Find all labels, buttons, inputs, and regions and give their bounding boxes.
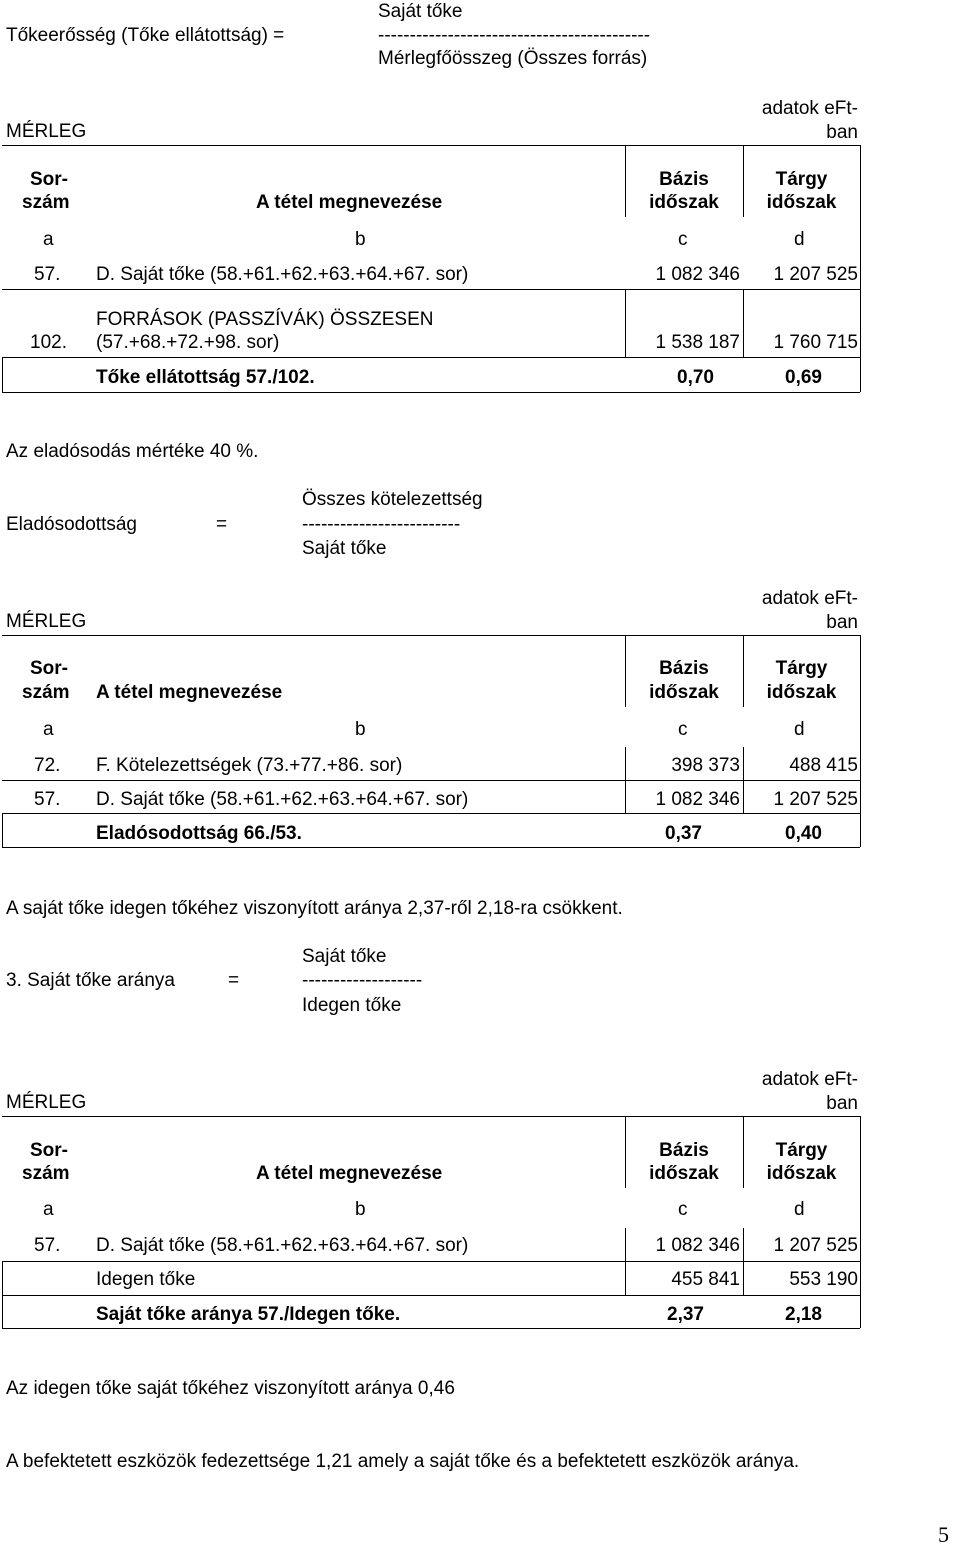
table1-col-base-1: Bázis bbox=[659, 169, 709, 190]
table2-result-base: 0,37 bbox=[665, 823, 702, 844]
table3-row2-base: 455 841 bbox=[671, 1269, 740, 1290]
table1-col-target-2: időszak bbox=[766, 192, 837, 213]
table3-unit-line1: adatok eFt- bbox=[761, 1069, 858, 1090]
formula2-eq: = bbox=[216, 514, 228, 535]
table3-title: MÉRLEG bbox=[6, 1092, 87, 1113]
table3-row1-base: 1 082 346 bbox=[655, 1235, 740, 1256]
text-equity-ratio-change: A saját tőke idegen tőkéhez viszonyított aránya 2,37-ről 2,18-ra csökkent. bbox=[6, 898, 623, 919]
table1-row1-base: 1 082 346 bbox=[655, 264, 740, 285]
table2-row1-num: 72. bbox=[34, 755, 61, 776]
formula1-denominator: Mérlegfőösszeg (Összes forrás) bbox=[378, 48, 648, 69]
text-fixed-asset-coverage: A befektetett eszközök fedezettsége 1,21 amely a saját tőke és a befektetett eszközök aránya. bbox=[6, 1451, 800, 1472]
table1-col-base-2: időszak bbox=[649, 192, 719, 213]
table1-row2-name-2: (57.+68.+72.+98. sor) bbox=[96, 332, 280, 353]
table1-result-name: Tőke ellátottság 57./102. bbox=[96, 367, 315, 388]
table1-title: MÉRLEG bbox=[6, 121, 87, 142]
table3-result-base: 2,37 bbox=[667, 1304, 704, 1325]
table3-letter-d: d bbox=[794, 1199, 805, 1220]
table2-row1-base: 398 373 bbox=[671, 755, 740, 776]
table3-col-base-2: időszak bbox=[649, 1163, 719, 1184]
formula2-label: Eladósodottság bbox=[6, 514, 137, 535]
formula3-eq: = bbox=[228, 970, 240, 991]
table1-letter-b: b bbox=[355, 229, 366, 250]
table2-result-target: 0,40 bbox=[785, 823, 822, 844]
table3-col-base-1: Bázis bbox=[659, 1140, 709, 1161]
table2-letter-d: d bbox=[794, 719, 805, 740]
table3-col-target-2: időszak bbox=[766, 1163, 837, 1184]
table2-col-sorszam-1: Sor- bbox=[30, 658, 68, 679]
table1-row1-name: D. Saját tőke (58.+61.+62.+63.+64.+67. sor) bbox=[96, 264, 469, 285]
table2-col-base-1: Bázis bbox=[659, 658, 709, 679]
table3-letter-b: b bbox=[355, 1199, 366, 1220]
text-foreign-capital-ratio: Az idegen tőke saját tőkéhez viszonyított aránya 0,46 bbox=[6, 1378, 455, 1399]
table1-unit-line1: adatok eFt- bbox=[761, 98, 858, 119]
table3-unit-line2: ban bbox=[826, 1093, 858, 1114]
table3-row1-name: D. Saját tőke (58.+61.+62.+63.+64.+67. sor) bbox=[96, 1235, 469, 1256]
table1-letter-d: d bbox=[794, 229, 805, 250]
table1-letter-c: c bbox=[678, 229, 688, 250]
table2-row1-name: F. Kötelezettségek (73.+77.+86. sor) bbox=[96, 755, 403, 776]
table1-row2-name-1: FORRÁSOK (PASSZÍVÁK) ÖSSZESEN bbox=[96, 309, 434, 330]
table1-result-base: 0,70 bbox=[677, 367, 714, 388]
table1-unit-line2: ban bbox=[826, 122, 858, 143]
table3-row2-target: 553 190 bbox=[789, 1269, 858, 1290]
table2-row2-base: 1 082 346 bbox=[655, 789, 740, 810]
table2-col-target-2: időszak bbox=[766, 682, 837, 703]
table2-letter-c: c bbox=[678, 719, 688, 740]
table2-col-base-2: időszak bbox=[649, 682, 719, 703]
table2-col-sorszam-2: szám bbox=[22, 682, 70, 703]
table2-row2-target: 1 207 525 bbox=[773, 789, 858, 810]
table1-row2-num: 102. bbox=[30, 332, 67, 353]
table2-row1-target: 488 415 bbox=[789, 755, 858, 776]
table1-row2-base: 1 538 187 bbox=[655, 332, 740, 353]
table2-result-name: Eladósodottság 66./53. bbox=[96, 823, 302, 844]
formula3-numerator: Saját tőke bbox=[302, 946, 387, 967]
formula3-label: 3. Saját tőke aránya bbox=[6, 970, 175, 991]
table3-col-sorszam-1: Sor- bbox=[30, 1140, 68, 1161]
table1-row1-target: 1 207 525 bbox=[773, 264, 858, 285]
table1-col-sorszam-1: Sor- bbox=[30, 169, 68, 190]
table2-letter-b: b bbox=[355, 719, 366, 740]
table3-result-target: 2,18 bbox=[785, 1304, 822, 1325]
formula1-numerator: Saját tőke bbox=[378, 1, 463, 22]
formula3-denominator: Idegen tőke bbox=[302, 995, 402, 1016]
table2-row2-name: D. Saját tőke (58.+61.+62.+63.+64.+67. sor) bbox=[96, 789, 469, 810]
text-indebtedness-level: Az eladósodás mértéke 40 %. bbox=[6, 441, 259, 462]
table2-title: MÉRLEG bbox=[6, 611, 87, 632]
table2-letter-a: a bbox=[43, 719, 54, 740]
table1-row2-target: 1 760 715 bbox=[773, 332, 858, 353]
formula1-label: Tőkeerősség (Tőke ellátottság) = bbox=[6, 25, 285, 46]
formula2-denominator: Saját tőke bbox=[302, 538, 387, 559]
table2-unit-line1: adatok eFt- bbox=[761, 588, 858, 609]
table3-col-sorszam-2: szám bbox=[22, 1163, 70, 1184]
table3-letter-a: a bbox=[43, 1199, 54, 1220]
formula3-dashes: ------------------- bbox=[302, 970, 423, 991]
table2-unit-line2: ban bbox=[826, 612, 858, 633]
table1-col-sorszam-2: szám bbox=[22, 192, 70, 213]
formula2-numerator: Összes kötelezettség bbox=[302, 489, 483, 510]
formula1-dashes: ------------------------------------------- bbox=[378, 25, 651, 46]
table2-col-target-1: Tárgy bbox=[775, 658, 828, 679]
table2-col-name: A tétel megnevezése bbox=[96, 682, 283, 703]
table1-col-target-1: Tárgy bbox=[775, 169, 828, 190]
table3-row1-target: 1 207 525 bbox=[773, 1235, 858, 1256]
table3-col-target-1: Tárgy bbox=[775, 1140, 828, 1161]
page-number: 5 bbox=[938, 1522, 949, 1547]
table3-result-name: Saját tőke aránya 57./Idegen tőke. bbox=[96, 1304, 401, 1325]
table1-letter-a: a bbox=[43, 229, 54, 250]
table3-row2-name: Idegen tőke bbox=[96, 1269, 196, 1290]
table1-col-name: A tétel megnevezése bbox=[256, 192, 443, 213]
table1-row1-num: 57. bbox=[34, 264, 61, 285]
formula2-dashes: ------------------------- bbox=[302, 514, 461, 535]
table2-row2-num: 57. bbox=[34, 789, 61, 810]
table1-result-target: 0,69 bbox=[785, 367, 822, 388]
table3-col-name: A tétel megnevezése bbox=[256, 1163, 443, 1184]
table3-row1-num: 57. bbox=[34, 1235, 61, 1256]
table3-letter-c: c bbox=[678, 1199, 688, 1220]
